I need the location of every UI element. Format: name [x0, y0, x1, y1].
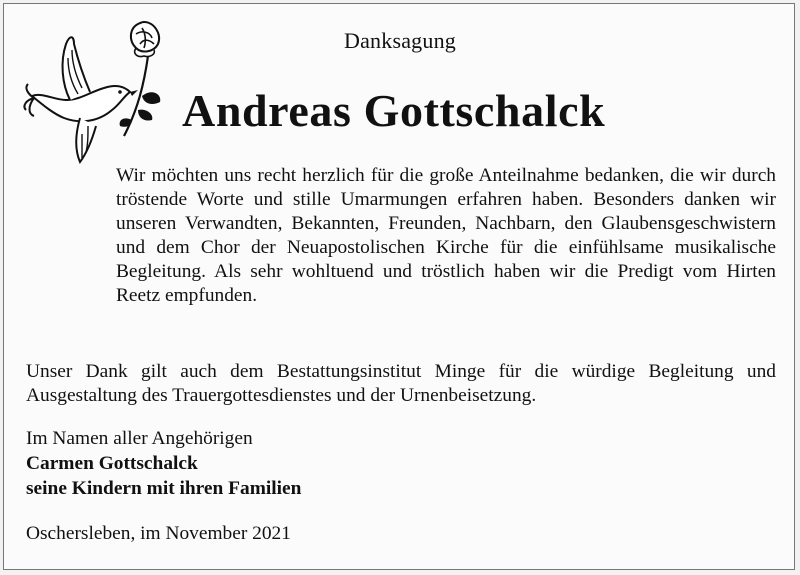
signature-name: Carmen Gottschalck — [26, 453, 198, 474]
place-date: Oschersleben, im November 2021 — [26, 523, 291, 544]
signature-intro: Im Namen aller Angehörigen — [26, 428, 253, 449]
thanks-paragraph-funeral-home: Unser Dank gilt auch dem Bestattungsinstitut Minge für die würdige Begleitung und Ausgestaltung des Trauergottesdienstes und der Urnenbeisetzung. — [26, 361, 776, 406]
signature-family: seine Kindern mit ihren Familien — [26, 478, 302, 499]
deceased-name: Andreas Gottschalck — [182, 85, 606, 136]
thanks-paragraph: Wir möchten uns recht herzlich für die große Anteilnahme bedanken, die wir durch tröstende Worte und stille Umarmungen erfahren haben. Besonders danken wir unseren Verwandten, Bekannten, Freunden, Nachbarn, den Glaubensgeschwistern und dem Chor der Neuapostolischen Kirche für die einfühlsame musikalische Begleitung. Als sehr wohltuend und tröstlich haben wir die Predigt vom Hirten Reetz empfunden. — [116, 165, 776, 306]
notice-heading: Danksagung — [344, 28, 456, 53]
